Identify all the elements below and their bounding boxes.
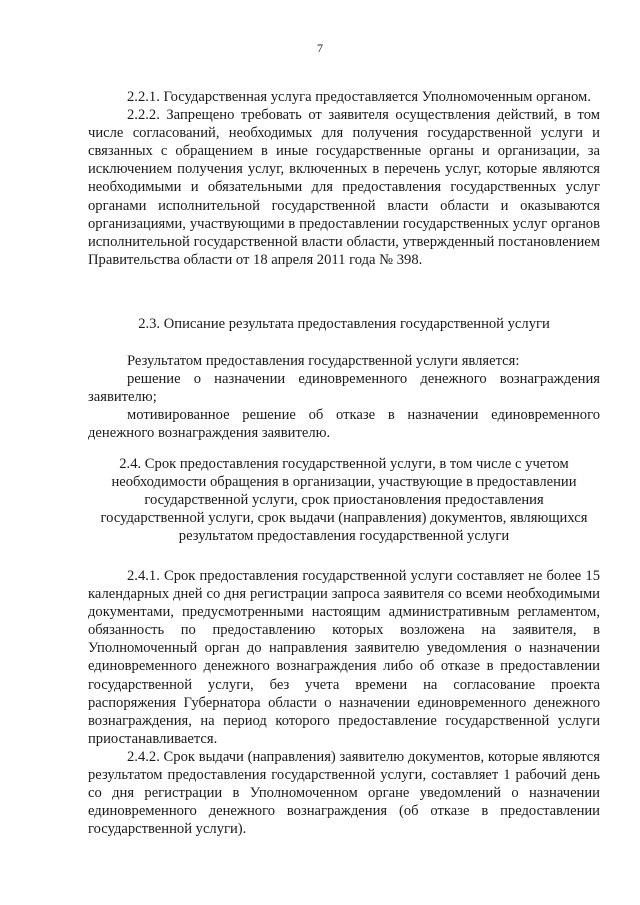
- result-intro: Результатом предоставления государственной услуги является:: [127, 353, 520, 369]
- result-item-2: мотивированное решение об отказе в назначении единовременного денежного вознаграждения заявителю.: [88, 407, 600, 442]
- paragraph-2-2-2: 2.2.2. Запрещено требовать от заявителя осуществления действий, в том числе согласований, необходимых для получения государственной услуги и связанных с обращением в иные государственные органы и организации, за исключением получения услуг, включенных в перечень услуг, которые являются необходимыми и обязательными для предоставления государственных услуг органами исполнительной государственной власти области и оказываются организациями, участвующими в предоставлении государственных услуг органов исполнительной государственной власти области, утвержденный постановлением Правительства области от 18 апреля 2011 года № 398.: [88, 107, 600, 268]
- heading-2-4: 2.4. Срок предоставления государственной услуги, в том числе с учетом необходимости обращения в организации, участвующие в предоставлении государственной услуги, срок приостановления предоставления государственной услуги, срок выдачи (направления) документов, являющихся результатом предоставления государственной услуги: [100, 456, 588, 545]
- paragraph-2-4-1: 2.4.1. Срок предоставления государственной услуги составляет не более 15 календарных дней со дня регистрации запроса заявителя со всеми необходимыми документами, предусмотренными настоящим административным регламентом, обязанность по предоставлению которых возложена на заявителя, в Уполномоченный орган до направления заявителю уведомления о назначении единовременного денежного вознаграждения либо об отказе в предоставлении государственной услуги, без учета времени на согласование проекта распоряжения Губернатора области о назначении единовременного денежного вознаграждения, на период которого предоставление государственной услуги приостанавливается.: [88, 568, 600, 747]
- heading-2-3: 2.3. Описание результата предоставления государственной услуги: [138, 316, 550, 332]
- section-2-4-body: [88, 567, 600, 838]
- section-2-2: [88, 88, 600, 269]
- paragraph-2-2-1: 2.2.1. Государственная услуга предоставляется Уполномоченным органом.: [127, 89, 591, 105]
- section-2-3-body: [88, 352, 600, 442]
- page-number: 7: [317, 41, 323, 55]
- paragraph-2-4-2: 2.4.2. Срок выдачи (направления) заявителю документов, которые являются результатом предоставления государственной услуги, составляет 1 рабочий день со дня регистрации в Уполномоченном органе уведомлений о назначении единовременного денежного вознаграждения (об отказе в предоставлении государственной услуги).: [88, 748, 600, 838]
- result-item-1: решение о назначении единовременного денежного вознаграждения заявителю;: [88, 371, 600, 406]
